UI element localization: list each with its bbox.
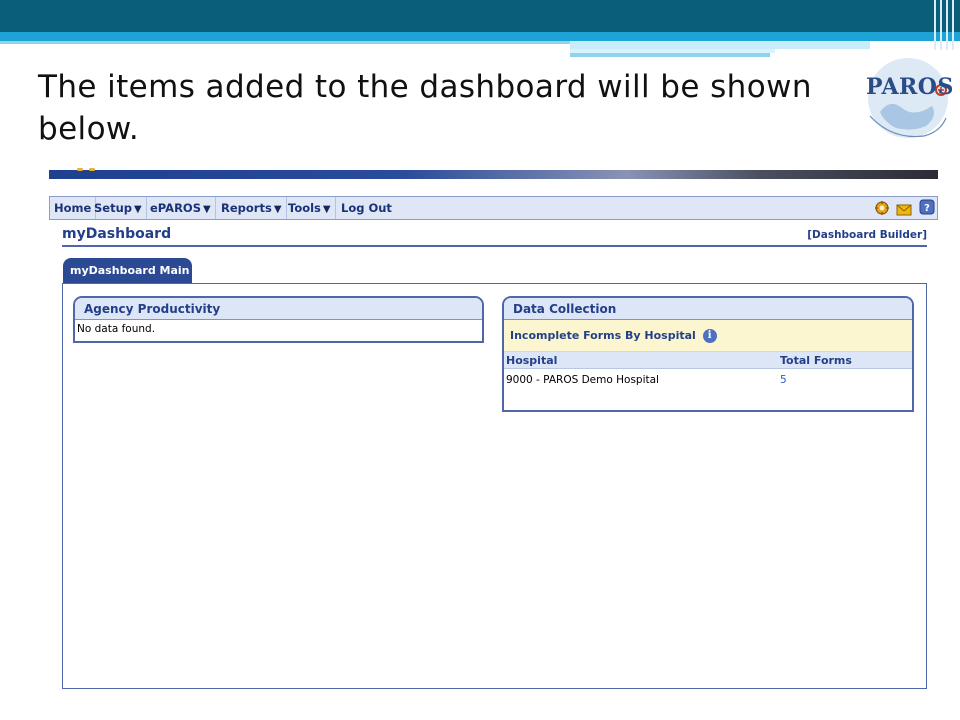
hospital-cell: 9000 - PAROS Demo Hospital bbox=[506, 374, 659, 386]
menu-item-tools[interactable] bbox=[284, 197, 336, 219]
menu-item-label: ePAROS bbox=[150, 201, 201, 215]
svg-text:?: ? bbox=[924, 203, 930, 214]
menu-item-label: Tools bbox=[288, 201, 321, 215]
menu-item-label: Home bbox=[54, 201, 92, 215]
info-icon[interactable]: i bbox=[703, 329, 717, 343]
banner-ornament bbox=[77, 164, 107, 174]
header-step bbox=[570, 41, 870, 49]
app-banner bbox=[49, 170, 938, 179]
dropdown-arrow-icon: ▼ bbox=[134, 204, 142, 215]
settings-icon[interactable] bbox=[874, 200, 890, 216]
header-band bbox=[0, 0, 960, 32]
header-step bbox=[570, 53, 770, 57]
menu-item-logout[interactable] bbox=[337, 197, 396, 219]
header-band-thin bbox=[0, 41, 570, 44]
mail-icon[interactable] bbox=[896, 203, 912, 219]
menu-item-label: Reports bbox=[221, 201, 272, 215]
dropdown-arrow-icon: ▼ bbox=[273, 204, 282, 215]
widget-title: Data Collection bbox=[504, 298, 912, 320]
total-forms-link[interactable]: 5 bbox=[780, 374, 787, 386]
page-title: myDashboard bbox=[62, 226, 172, 242]
data-collection-widget bbox=[502, 296, 914, 412]
menu-item-reports[interactable] bbox=[217, 197, 287, 219]
widget-title: Agency Productivity bbox=[75, 298, 482, 320]
header-band-light bbox=[0, 32, 960, 41]
column-header-hospital[interactable]: Hospital bbox=[506, 354, 558, 367]
empty-message: No data found. bbox=[77, 323, 156, 335]
paros-logo bbox=[862, 52, 952, 148]
menu-bar bbox=[49, 196, 938, 220]
dropdown-arrow-icon: ▼ bbox=[322, 204, 331, 215]
logo-wordmark: PAROS bbox=[866, 74, 954, 100]
menu-item-label: Setup bbox=[94, 201, 132, 215]
table-header bbox=[504, 352, 912, 369]
agency-productivity-widget bbox=[73, 296, 484, 343]
title-divider bbox=[62, 245, 927, 247]
header-lines bbox=[932, 0, 960, 50]
subtitle-text: Incomplete Forms By Hospital bbox=[510, 329, 696, 342]
dropdown-arrow-icon: ▼ bbox=[203, 204, 211, 215]
help-icon[interactable] bbox=[919, 199, 935, 215]
tab-mydashboard-main[interactable]: myDashboard Main bbox=[63, 258, 192, 284]
widget-subtitle bbox=[504, 320, 912, 352]
table-row bbox=[504, 369, 912, 391]
menu-item-eparos[interactable] bbox=[146, 197, 216, 219]
menu-item-setup[interactable] bbox=[90, 197, 147, 219]
column-header-total-forms[interactable]: Total Forms bbox=[780, 354, 852, 367]
app-screenshot bbox=[49, 170, 938, 690]
slide-title: The items added to the dashboard will be shown below. bbox=[38, 69, 812, 147]
menu-item-label: Log Out bbox=[341, 201, 392, 215]
dashboard-builder-link[interactable]: [Dashboard Builder] bbox=[807, 229, 927, 241]
